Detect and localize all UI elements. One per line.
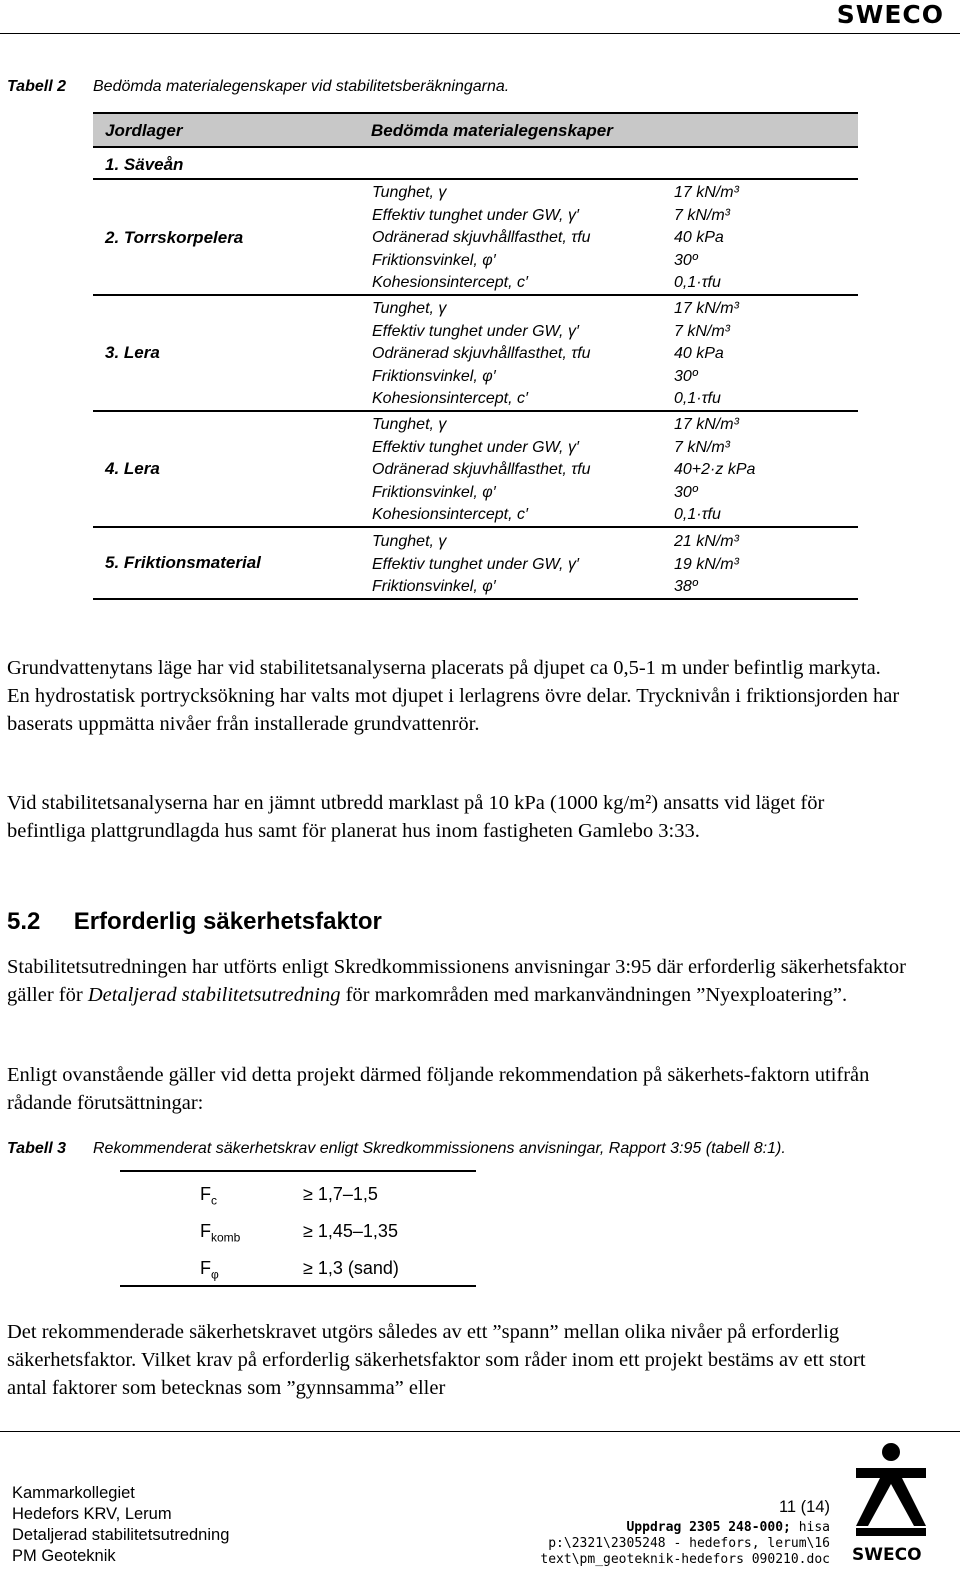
prop: Effektiv tunghet under GW, γ′ [372,322,579,340]
value: 17 kN/m³ [674,416,739,433]
paragraph-requirement-a: Stabilitetsutredningen har utförts enligt Skredkommissionens anvisningar 3:95 där erforderlig säkerhetsfaktor gäller för [7,956,906,1006]
table3-sym-1: $F_c$ [200,1184,217,1208]
value: 0,1·τfu [674,506,721,523]
value: 17 kN/m³ [674,300,739,317]
table2-values-5 [674,531,739,599]
table2-row-divider [93,294,858,296]
table2-props-3 [372,298,591,411]
value: 0,1·τfu [674,390,721,407]
prop: Odränerad skjuvhållfasthet, τfu [372,229,591,246]
footer-line: Detaljerad stabilitetsutredning [12,1526,230,1544]
prop: Tunghet, γ [372,533,447,550]
value: 38º [674,578,698,595]
table2-values-3 [674,298,739,411]
prop: Tunghet, γ [372,416,447,433]
prop: Kohesionsintercept, c′ [372,390,528,407]
table2-row-divider [93,410,858,412]
table2-layer-1: 1. Säveån [105,155,184,174]
footer-line: Hedefors KRV, Lerum [12,1505,172,1523]
section-heading: 5.2 Erforderlig säkerhetsfaktor [7,908,382,935]
prop: Odränerad skjuvhållfasthet, τfu [372,461,591,478]
value: 30º [674,251,698,269]
value: 30º [674,367,698,385]
sweco-wordmark: SWECO [852,1545,922,1565]
value: 7 kN/m³ [674,206,730,224]
footer-line: PM Geoteknik [12,1547,116,1565]
paragraph-groundwater: Grundvattenytans läge har vid stabilitetsanalyserna placerats på djupet ca 0,5-1 m under befintlig markyta. En hydrostatisk portrycksökning har valts mot djupet i lerlagrens övre delar. Trycknivån i friktionsjorden har baserats uppmätta nivåer från installerade grundvattenrör. [7,657,900,735]
value: 40 kPa [674,345,724,362]
paragraph-requirement-italic: Detaljerad stabilitetsutredning [87,984,341,1006]
value: 0,1·τfu [674,274,721,291]
sweco-logo [846,1440,936,1550]
prop: Friktionsvinkel, φ′ [372,483,496,501]
page-number: 11 (14) [778,1498,830,1516]
prop: Friktionsvinkel, φ′ [372,251,496,269]
table2-props-4 [372,414,591,527]
table2-layer-3: 3. Lera [105,343,160,362]
prop: Odränerad skjuvhållfasthet, τfu [372,345,591,362]
paragraph-load: Vid stabilitetsanalyserna har en jämnt utbredd marklast på 10 kPa (1000 kg/m²) ansatts vid läget för befintliga plattgrundlagda hus samt för planerat hus inom fastigheten Gamlebo 3:33. [7,792,825,842]
value: 40 kPa [674,229,724,246]
prop: Friktionsvinkel, φ′ [372,578,496,595]
footer-assignment: Uppdrag 2305 248-000; hisa p:\2321\2305248 - hedefors, lerum\16 text\pm_geoteknik-hedefors 090210.doc [540,1520,830,1567]
prop: Tunghet, γ [372,300,447,317]
table2-col-egenskaper: Bedömda materialegenskaper [371,121,613,140]
table2-header [93,112,858,148]
table2-caption [7,78,509,96]
footer-divider [0,1431,960,1432]
value: 19 kN/m³ [674,555,739,573]
prop: Effektiv tunghet under GW, γ′ [372,555,579,573]
value: 30º [674,483,698,501]
prop: Kohesionsintercept, c′ [372,274,528,291]
table3-val-3: ≥ 1,3 (sand) [303,1258,399,1278]
table3-val-2: ≥ 1,45–1,35 [303,1221,398,1241]
footer-project-info [12,1483,229,1567]
table2-values-4 [674,414,755,527]
table2-row-divider [93,526,858,528]
paragraph-span: Det rekommenderade säkerhetskravet utgörs således av ett ”spann” mellan olika nivåer på erforderlig säkerhetsfaktor. Vilket krav på erforderlig säkerhetsfaktor som råder inom ett projekt bestäms av ett stort antal faktorer som betecknas som ”gynnsamma” eller [7,1321,866,1399]
table2-col-jordlager: Jordlager [105,121,183,140]
table3-sym-2: $F_{komb}$ [200,1221,241,1245]
table3-caption-label: Tabell 3 [7,1140,66,1157]
table2-caption-label: Tabell 2 [7,78,66,95]
footer-line: Kammarkollegiet [12,1484,135,1502]
table3-caption-text: Rekommenderat säkerhetskrav enligt Skredkommissionens anvisningar, Rapport 3:95 (tabell 8:1). [93,1140,786,1157]
table2-layer-4: 4. Lera [105,459,160,478]
prop: Tunghet, γ [372,184,447,201]
table2-props-5 [372,531,579,599]
table2-layer-5: 5. Friktionsmaterial [105,553,261,572]
header-divider [0,33,960,34]
table2-values-2 [674,182,739,295]
value: 40+2·z kPa [674,461,756,478]
sweco-figure-icon [846,1440,936,1550]
paragraph-recommendation: Enligt ovanstående gäller vid detta projekt därmed följande rekommendation på säkerhets-faktorn utifrån rådande förutsättningar: [7,1064,870,1114]
value: 17 kN/m³ [674,184,739,201]
table2-props-2 [372,182,591,295]
table3-val-1: ≥ 1,7–1,5 [303,1184,378,1204]
table3-caption [7,1140,786,1158]
prop: Kohesionsintercept, c′ [372,506,528,523]
prop: Effektiv tunghet under GW, γ′ [372,206,579,224]
value: 7 kN/m³ [674,322,730,340]
table2-bottom-rule [93,598,858,600]
table2-row-divider [93,178,858,180]
value: 21 kN/m³ [674,533,739,550]
table3-top-rule [120,1170,476,1172]
table2-layer-2: 2. Torrskorpelera [105,228,244,247]
table2-caption-text: Bedömda materialegenskaper vid stabilitetsberäkningarna. [93,78,510,95]
value: 7 kN/m³ [674,438,730,456]
paragraph-requirement-b: för markområden med markanvändningen ”Nyexploatering”. [340,984,848,1006]
paragraph-requirement [7,953,907,1009]
table3-sym-3: $F_\varphi$ [200,1258,219,1282]
table3-bottom-rule [120,1285,476,1287]
prop: Friktionsvinkel, φ′ [372,367,496,385]
prop: Effektiv tunghet under GW, γ′ [372,438,579,456]
brand-logo-top: SWECO [836,0,944,29]
